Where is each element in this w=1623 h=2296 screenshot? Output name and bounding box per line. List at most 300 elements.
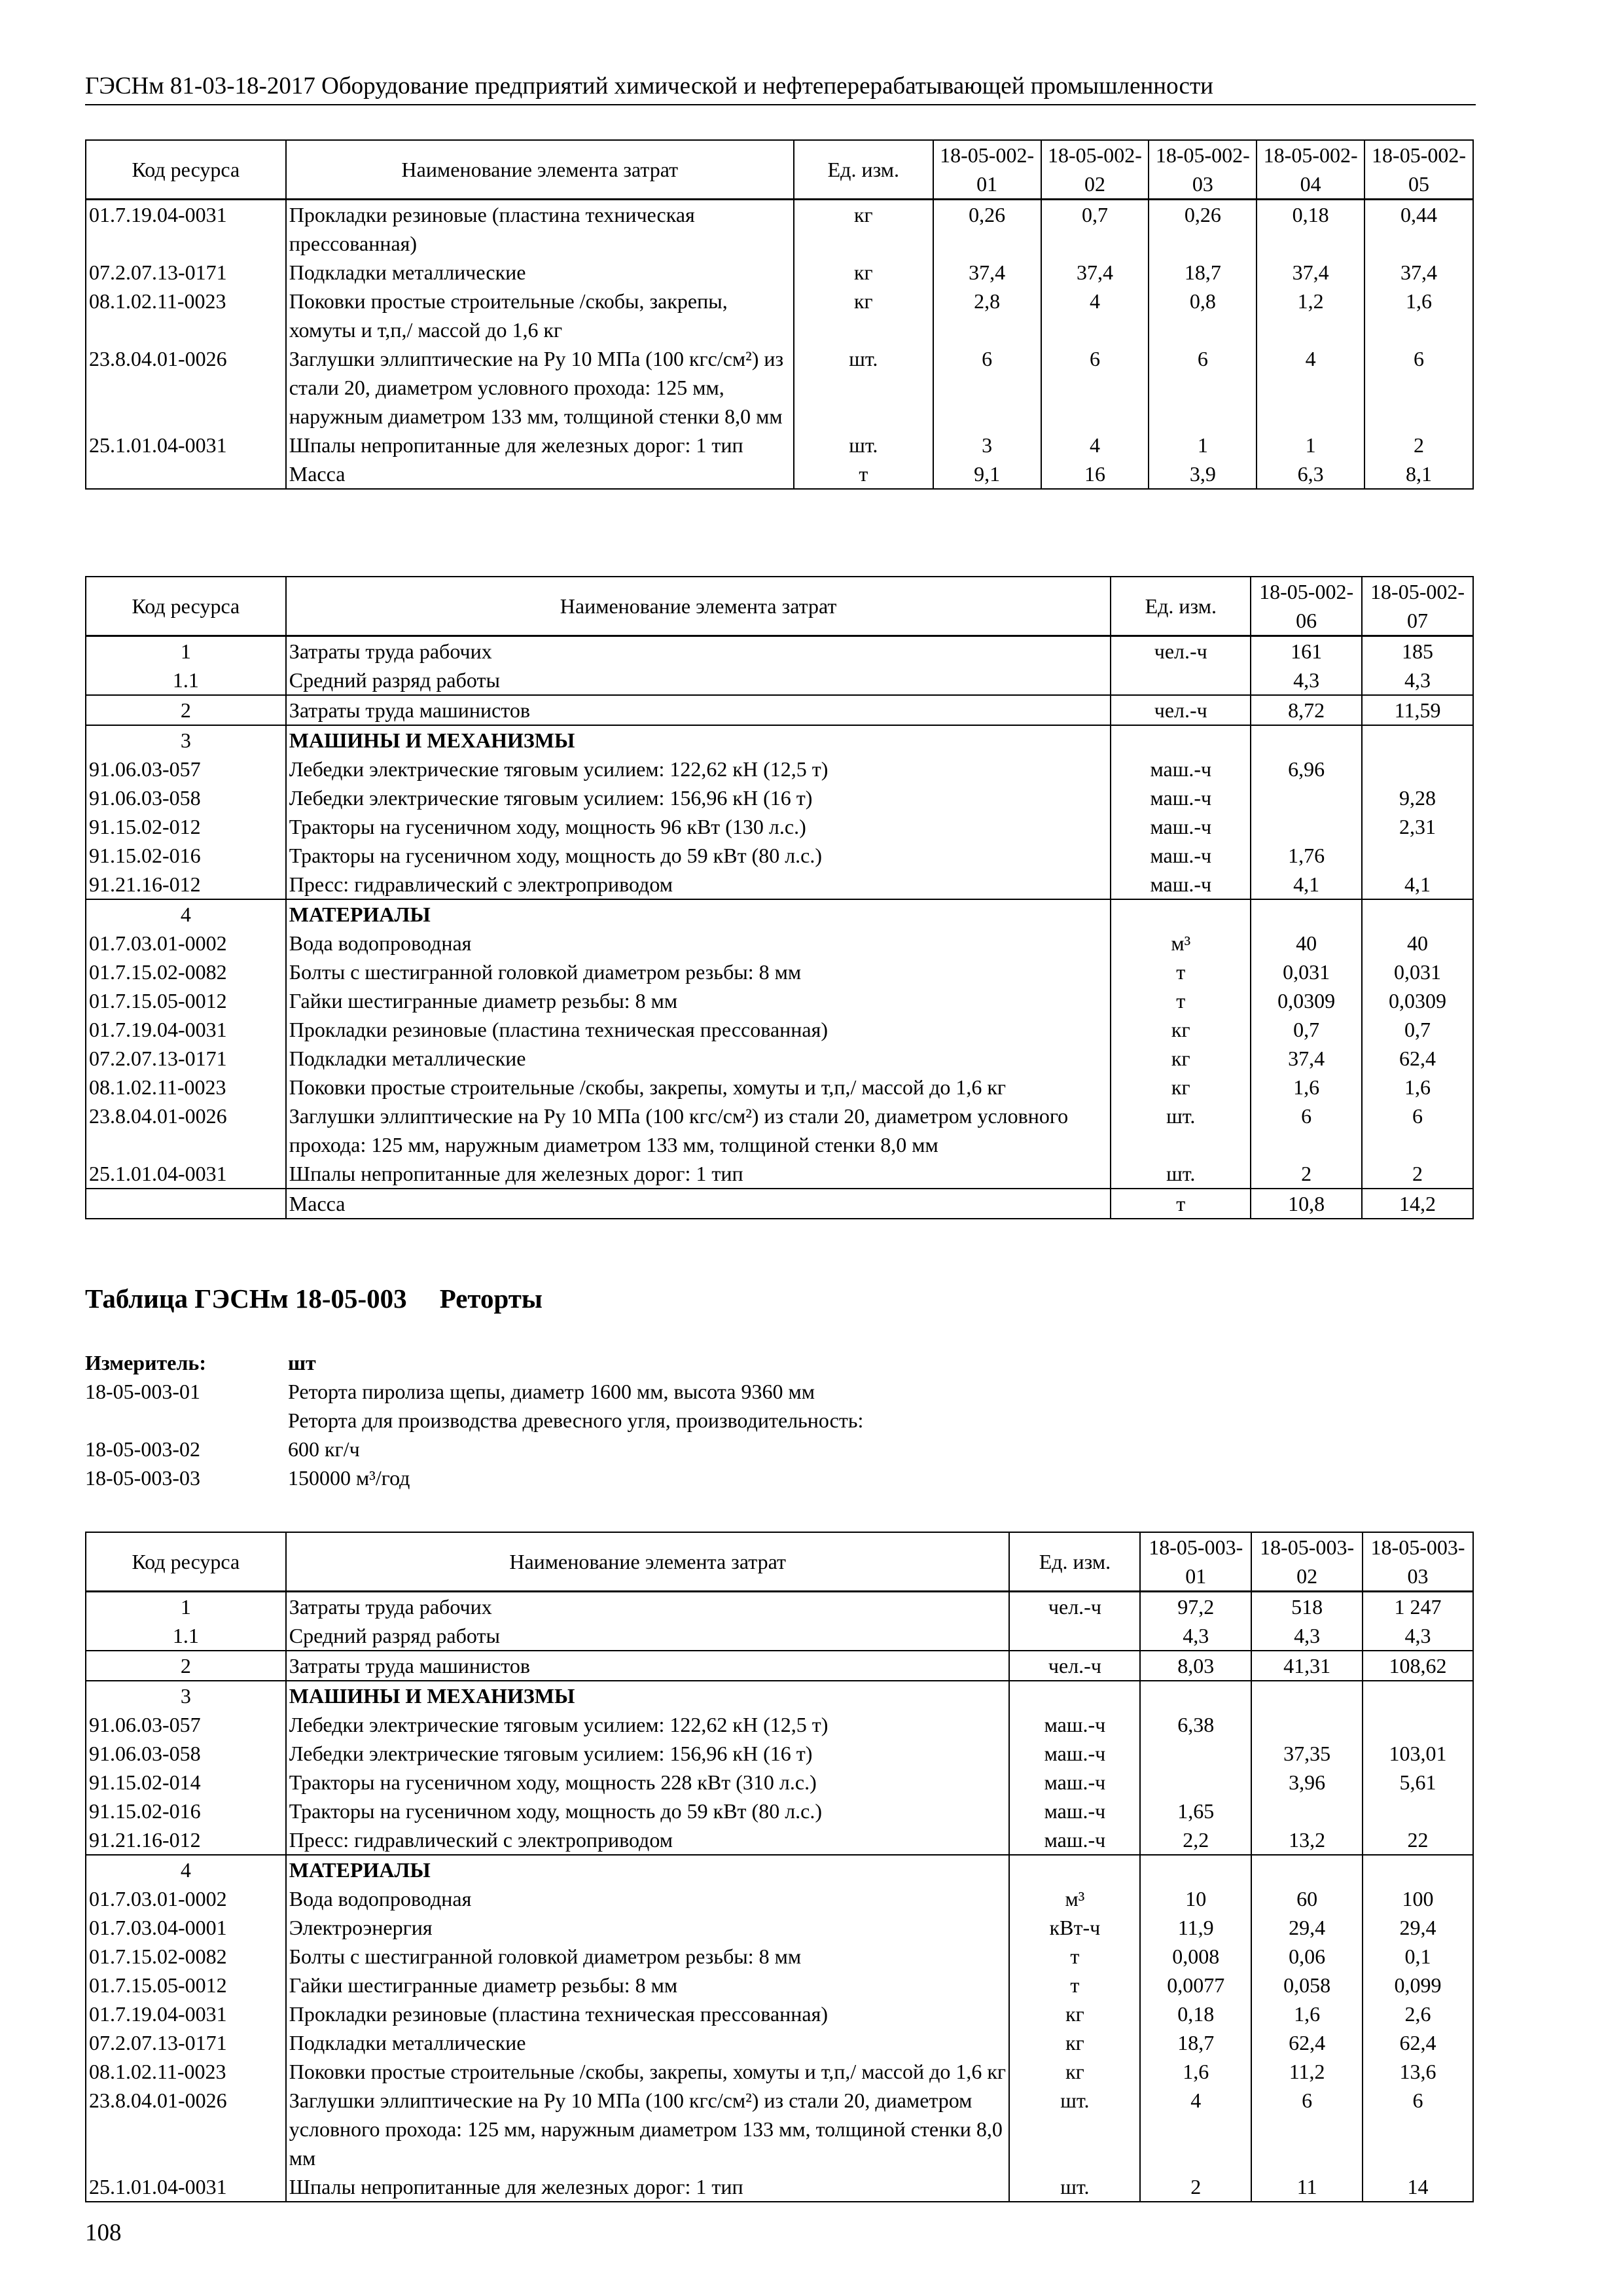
- resource-name-cell: Масса: [286, 1189, 1111, 1219]
- table-row: [86, 287, 1473, 344]
- value-cell: 4,1: [1251, 870, 1362, 899]
- table-row: [86, 695, 1473, 725]
- value-cell: 4,3: [1251, 666, 1362, 695]
- table-row: [86, 1651, 1473, 1681]
- measure-value: шт: [288, 1351, 316, 1374]
- value-cell: 2: [1362, 1159, 1473, 1189]
- table-row: [86, 2057, 1473, 2086]
- value-cell: 8,1: [1364, 459, 1473, 489]
- value-cell: 6,38: [1140, 1710, 1251, 1739]
- unit-cell: [1111, 725, 1251, 755]
- value-cell: [1251, 899, 1362, 929]
- unit-cell: шт.: [1111, 1159, 1251, 1189]
- value-cell: 29,4: [1251, 1913, 1363, 1942]
- table-row: [86, 725, 1473, 755]
- value-cell: 1 247: [1363, 1592, 1473, 1622]
- resource-name-cell: МАТЕРИАЛЫ: [286, 1855, 1010, 1884]
- unit-cell: чел.-ч: [1111, 636, 1251, 666]
- resource-code-cell: 1: [86, 636, 286, 666]
- value-cell: [1251, 1855, 1363, 1884]
- value-cell: 40: [1362, 929, 1473, 958]
- value-cell: [1363, 1855, 1473, 1884]
- resource-code-cell: 1: [86, 1592, 286, 1622]
- unit-cell: шт.: [1009, 2086, 1140, 2172]
- value-cell: 6: [1362, 1102, 1473, 1159]
- value-cell: 0,008: [1140, 1942, 1251, 1971]
- value-cell: 8,03: [1140, 1651, 1251, 1681]
- resource-code-cell: 25.1.01.04-0031: [86, 1159, 286, 1189]
- table-row: [86, 2028, 1473, 2057]
- measure-row: [85, 1348, 863, 1377]
- unit-cell: маш.-ч: [1009, 1768, 1140, 1797]
- resource-code-cell: 01.7.15.05-0012: [86, 1971, 286, 2000]
- unit-cell: т: [1009, 1942, 1140, 1971]
- resource-code-cell: 91.15.02-012: [86, 812, 286, 841]
- resource-code-cell: 23.8.04.01-0026: [86, 1102, 286, 1159]
- col-value-header: 18-05-003-01: [1140, 1532, 1251, 1592]
- table-name: Реторты: [439, 1283, 543, 1314]
- col-value-header: 18-05-002-05: [1364, 140, 1473, 200]
- value-cell: 3: [933, 431, 1041, 459]
- unit-cell: т: [1111, 1189, 1251, 1219]
- value-cell: 4,3: [1363, 1621, 1473, 1651]
- value-cell: 1,76: [1251, 841, 1362, 870]
- table-row: [86, 1710, 1473, 1739]
- table-row: [86, 2172, 1473, 2202]
- col-name-header: Наименование элемента затрат: [286, 1532, 1010, 1592]
- table-row: [86, 1739, 1473, 1768]
- value-cell: 1,6: [1362, 1073, 1473, 1102]
- value-cell: 9,28: [1362, 783, 1473, 812]
- resource-name-cell: Тракторы на гусеничном ходу, мощность 228 кВт (310 л.с.): [286, 1768, 1010, 1797]
- value-cell: 5,61: [1363, 1768, 1473, 1797]
- value-cell: 0,44: [1364, 200, 1473, 259]
- unit-cell: маш.-ч: [1009, 1710, 1140, 1739]
- value-cell: 2,8: [933, 287, 1041, 344]
- value-cell: 37,4: [1251, 1044, 1362, 1073]
- resource-table-2: [85, 576, 1474, 1219]
- table-row: [86, 1044, 1473, 1073]
- value-cell: 62,4: [1362, 1044, 1473, 1073]
- table-row: [86, 1913, 1473, 1942]
- unit-cell: кг: [1111, 1044, 1251, 1073]
- unit-cell: м³: [1111, 929, 1251, 958]
- value-cell: [1363, 1681, 1473, 1710]
- resource-name-cell: Шпалы непропитанные для железных дорог: 1 тип: [286, 431, 794, 459]
- unit-cell: [1009, 1681, 1140, 1710]
- resource-name-cell: Поковки простые строительные /скобы, закрепы, хомуты и т,п,/ массой до 1,6 кг: [286, 2057, 1010, 2086]
- resource-code-cell: 91.21.16-012: [86, 870, 286, 899]
- value-cell: 37,4: [1041, 258, 1149, 287]
- value-cell: [1251, 725, 1362, 755]
- value-cell: 40: [1251, 929, 1362, 958]
- section-title: [85, 1283, 543, 1314]
- page-header: ГЭСНм 81-03-18-2017 Оборудование предприятий химической и нефтеперерабатывающей промышленности: [85, 72, 1476, 105]
- resource-code-cell: 3: [86, 1681, 286, 1710]
- value-cell: 0,7: [1362, 1015, 1473, 1044]
- item-text: Реторта пиролиза щепы, диаметр 1600 мм, высота 9360 мм: [288, 1380, 815, 1403]
- unit-cell: кг: [794, 287, 933, 344]
- value-cell: [1362, 841, 1473, 870]
- resource-code-cell: 91.06.03-058: [86, 1739, 286, 1768]
- value-cell: 0,099: [1363, 1971, 1473, 2000]
- resource-name-cell: Гайки шестигранные диаметр резьбы: 8 мм: [286, 1971, 1010, 2000]
- col-value-header: 18-05-002-06: [1251, 577, 1362, 636]
- unit-cell: маш.-ч: [1111, 755, 1251, 783]
- value-cell: 3,96: [1251, 1768, 1363, 1797]
- resource-code-cell: 3: [86, 725, 286, 755]
- resource-table-1: [85, 139, 1474, 490]
- value-cell: 1,65: [1140, 1797, 1251, 1825]
- value-cell: 60: [1251, 1884, 1363, 1913]
- resource-code-cell: 91.15.02-016: [86, 1797, 286, 1825]
- measure-item: [85, 1435, 863, 1463]
- resource-name-cell: Прокладки резиновые (пластина техническая прессованная): [286, 1015, 1111, 1044]
- value-cell: 0,26: [1149, 200, 1257, 259]
- unit-cell: чел.-ч: [1111, 695, 1251, 725]
- unit-cell: шт.: [1111, 1102, 1251, 1159]
- value-cell: 4: [1041, 287, 1149, 344]
- table-row: [86, 755, 1473, 783]
- resource-name-cell: Затраты труда рабочих: [286, 636, 1111, 666]
- table-row: [86, 2000, 1473, 2028]
- value-cell: 0,0077: [1140, 1971, 1251, 2000]
- resource-code-cell: 07.2.07.13-0171: [86, 258, 286, 287]
- value-cell: 1: [1257, 431, 1364, 459]
- resource-name-cell: Заглушки эллиптические на Ру 10 МПа (100 кгс/см²) из стали 20, диаметром условного прохода: 125 мм, наружным диаметром 133 мм, толщиной стенки 8,0 мм: [286, 1102, 1111, 1159]
- resource-code-cell: 91.06.03-057: [86, 755, 286, 783]
- resource-name-cell: Тракторы на гусеничном ходу, мощность 96 кВт (130 л.с.): [286, 812, 1111, 841]
- unit-cell: маш.-ч: [1009, 1825, 1140, 1855]
- value-cell: [1140, 1681, 1251, 1710]
- value-cell: [1362, 899, 1473, 929]
- table-row: [86, 1971, 1473, 2000]
- value-cell: 18,7: [1149, 258, 1257, 287]
- value-cell: 6: [1251, 2086, 1363, 2172]
- value-cell: [1251, 1797, 1363, 1825]
- measure-item: [85, 1406, 863, 1435]
- value-cell: 1: [1149, 431, 1257, 459]
- table-row: [86, 899, 1473, 929]
- unit-cell: кВт-ч: [1009, 1913, 1140, 1942]
- col-value-header: 18-05-002-07: [1362, 577, 1473, 636]
- value-cell: 185: [1362, 636, 1473, 666]
- value-cell: [1140, 1768, 1251, 1797]
- resource-name-cell: Затраты труда машинистов: [286, 1651, 1010, 1681]
- value-cell: 0,7: [1251, 1015, 1362, 1044]
- value-cell: 18,7: [1140, 2028, 1251, 2057]
- table-row: [86, 1015, 1473, 1044]
- resource-name-cell: Прокладки резиновые (пластина техническая прессованная): [286, 200, 794, 259]
- value-cell: 2,31: [1362, 812, 1473, 841]
- unit-cell: [1009, 1855, 1140, 1884]
- value-cell: 41,31: [1251, 1651, 1363, 1681]
- value-cell: 0,058: [1251, 1971, 1363, 2000]
- resource-name-cell: МАШИНЫ И МЕХАНИЗМЫ: [286, 725, 1111, 755]
- item-code: 18-05-003-03: [85, 1466, 200, 1490]
- unit-cell: кг: [794, 258, 933, 287]
- value-cell: 13,6: [1363, 2057, 1473, 2086]
- value-cell: 11,9: [1140, 1913, 1251, 1942]
- table-row: [86, 1855, 1473, 1884]
- resource-code-cell: 01.7.03.01-0002: [86, 929, 286, 958]
- value-cell: 29,4: [1363, 1913, 1473, 1942]
- table-row: [86, 431, 1473, 459]
- col-unit-header: Ед. изм.: [1111, 577, 1251, 636]
- resource-name-cell: Пресс: гидравлический с электроприводом: [286, 870, 1111, 899]
- value-cell: 62,4: [1363, 2028, 1473, 2057]
- value-cell: [1140, 1855, 1251, 1884]
- unit-cell: маш.-ч: [1111, 841, 1251, 870]
- unit-cell: маш.-ч: [1111, 870, 1251, 899]
- resource-code-cell: 25.1.01.04-0031: [86, 431, 286, 459]
- unit-cell: шт.: [794, 431, 933, 459]
- unit-cell: т: [1111, 986, 1251, 1015]
- unit-cell: кг: [1009, 2028, 1140, 2057]
- value-cell: 0,7: [1041, 200, 1149, 259]
- item-text: 600 кг/ч: [288, 1437, 360, 1461]
- table-row: [86, 1102, 1473, 1159]
- resource-code-cell: [86, 459, 286, 489]
- col-name-header: Наименование элемента затрат: [286, 140, 794, 200]
- table-row: [86, 258, 1473, 287]
- value-cell: [1251, 812, 1362, 841]
- resource-code-cell: 07.2.07.13-0171: [86, 1044, 286, 1073]
- table-row: [86, 1592, 1473, 1622]
- table-row: [86, 812, 1473, 841]
- table-row: [86, 1073, 1473, 1102]
- table-header-row: [86, 140, 1473, 200]
- resource-name-cell: Подкладки металлические: [286, 2028, 1010, 2057]
- table-header-row: [86, 1532, 1473, 1592]
- table-row: [86, 1189, 1473, 1219]
- col-code-header: Код ресурса: [86, 577, 286, 636]
- value-cell: 37,4: [1364, 258, 1473, 287]
- resource-name-cell: Тракторы на гусеничном ходу, мощность до 59 кВт (80 л.с.): [286, 841, 1111, 870]
- unit-cell: [1111, 899, 1251, 929]
- value-cell: [1363, 1710, 1473, 1739]
- unit-cell: чел.-ч: [1009, 1592, 1140, 1622]
- item-text: 150000 м³/год: [288, 1466, 410, 1490]
- item-code: 18-05-003-02: [85, 1437, 200, 1461]
- measure-item: [85, 1463, 863, 1492]
- col-value-header: 18-05-002-03: [1149, 140, 1257, 200]
- value-cell: 6: [1363, 2086, 1473, 2172]
- table-row: [86, 783, 1473, 812]
- value-cell: 0,06: [1251, 1942, 1363, 1971]
- value-cell: 1,6: [1140, 2057, 1251, 2086]
- resource-name-cell: Лебедки электрические тяговым усилием: 156,96 кН (16 т): [286, 783, 1111, 812]
- unit-cell: [1009, 1621, 1140, 1651]
- resource-name-cell: Заглушки эллиптические на Ру 10 МПа (100 кгс/см²) из стали 20, диаметром условного прохода: 125 мм, наружным диаметром 133 мм, толщиной стенки 8,0 мм: [286, 2086, 1010, 2172]
- value-cell: 0,0309: [1362, 986, 1473, 1015]
- col-unit-header: Ед. изм.: [794, 140, 933, 200]
- unit-cell: кг: [1009, 2057, 1140, 2086]
- resource-code-cell: 2: [86, 1651, 286, 1681]
- resource-name-cell: Средний разряд работы: [286, 666, 1111, 695]
- resource-name-cell: Пресс: гидравлический с электроприводом: [286, 1825, 1010, 1855]
- value-cell: 2: [1251, 1159, 1362, 1189]
- value-cell: [1140, 1739, 1251, 1768]
- unit-cell: маш.-ч: [1009, 1739, 1140, 1768]
- table-row: [86, 2086, 1473, 2172]
- item-code: [85, 1406, 288, 1435]
- value-cell: 16: [1041, 459, 1149, 489]
- col-name-header: Наименование элемента затрат: [286, 577, 1111, 636]
- value-cell: 11: [1251, 2172, 1363, 2202]
- value-cell: 11,59: [1362, 695, 1473, 725]
- table-row: [86, 870, 1473, 899]
- item-text: Реторта для производства древесного угля, производительность:: [288, 1408, 864, 1432]
- value-cell: 9,1: [933, 459, 1041, 489]
- resource-code-cell: 91.06.03-057: [86, 1710, 286, 1739]
- value-cell: [1363, 1797, 1473, 1825]
- value-cell: 100: [1363, 1884, 1473, 1913]
- value-cell: 2: [1140, 2172, 1251, 2202]
- resource-name-cell: Средний разряд работы: [286, 1621, 1010, 1651]
- value-cell: 4: [1041, 431, 1149, 459]
- table-row: [86, 1768, 1473, 1797]
- resource-code-cell: 2: [86, 695, 286, 725]
- col-code-header: Код ресурса: [86, 1532, 286, 1592]
- value-cell: 6,3: [1257, 459, 1364, 489]
- unit-cell: т: [794, 459, 933, 489]
- unit-cell: маш.-ч: [1009, 1797, 1140, 1825]
- unit-cell: т: [1111, 958, 1251, 986]
- table-row: [86, 459, 1473, 489]
- unit-cell: маш.-ч: [1111, 783, 1251, 812]
- value-cell: [1251, 783, 1362, 812]
- resource-name-cell: Гайки шестигранные диаметр резьбы: 8 мм: [286, 986, 1111, 1015]
- value-cell: [1362, 725, 1473, 755]
- resource-code-cell: 01.7.19.04-0031: [86, 200, 286, 259]
- item-code: 18-05-003-01: [85, 1380, 200, 1403]
- value-cell: [1251, 1710, 1363, 1739]
- table-row: [86, 200, 1473, 259]
- table-row: [86, 1681, 1473, 1710]
- value-cell: 6: [1251, 1102, 1362, 1159]
- table-row: [86, 1942, 1473, 1971]
- value-cell: 14,2: [1362, 1189, 1473, 1219]
- value-cell: 103,01: [1363, 1739, 1473, 1768]
- resource-code-cell: 01.7.03.04-0001: [86, 1913, 286, 1942]
- resource-name-cell: Вода водопроводная: [286, 1884, 1010, 1913]
- resource-name-cell: Затраты труда машинистов: [286, 695, 1111, 725]
- resource-code-cell: 91.06.03-058: [86, 783, 286, 812]
- value-cell: 13,2: [1251, 1825, 1363, 1855]
- resource-name-cell: Поковки простые строительные /скобы, закрепы, хомуты и т,п,/ массой до 1,6 кг: [286, 1073, 1111, 1102]
- resource-code-cell: 23.8.04.01-0026: [86, 2086, 286, 2172]
- resource-name-cell: Подкладки металлические: [286, 258, 794, 287]
- resource-code-cell: 4: [86, 899, 286, 929]
- resource-code-cell: 01.7.19.04-0031: [86, 2000, 286, 2028]
- value-cell: 37,4: [1257, 258, 1364, 287]
- value-cell: 6: [1364, 344, 1473, 431]
- measure-block: [85, 1348, 863, 1492]
- table-row: [86, 958, 1473, 986]
- resource-name-cell: Поковки простые строительные /скобы, закрепы, хомуты и т,п,/ массой до 1,6 кг: [286, 287, 794, 344]
- value-cell: 2: [1364, 431, 1473, 459]
- resource-code-cell: 01.7.03.01-0002: [86, 1884, 286, 1913]
- value-cell: 518: [1251, 1592, 1363, 1622]
- resource-name-cell: Прокладки резиновые (пластина техническая прессованная): [286, 2000, 1010, 2028]
- value-cell: 11,2: [1251, 2057, 1363, 2086]
- resource-code-cell: 08.1.02.11-0023: [86, 2057, 286, 2086]
- table-row: [86, 1884, 1473, 1913]
- resource-name-cell: Лебедки электрические тяговым усилием: 122,62 кН (12,5 т): [286, 755, 1111, 783]
- measure-label: Измеритель:: [85, 1351, 206, 1374]
- resource-name-cell: Шпалы непропитанные для железных дорог: 1 тип: [286, 1159, 1111, 1189]
- value-cell: 6: [933, 344, 1041, 431]
- value-cell: 22: [1363, 1825, 1473, 1855]
- resource-code-cell: 01.7.15.02-0082: [86, 958, 286, 986]
- value-cell: 4,1: [1362, 870, 1473, 899]
- resource-name-cell: Электроэнергия: [286, 1913, 1010, 1942]
- value-cell: 1,6: [1251, 2000, 1363, 2028]
- table-row: [86, 1825, 1473, 1855]
- resource-code-cell: 01.7.15.02-0082: [86, 1942, 286, 1971]
- value-cell: 1,6: [1251, 1073, 1362, 1102]
- resource-name-cell: Болты с шестигранной головкой диаметром резьбы: 8 мм: [286, 958, 1111, 986]
- unit-cell: кг: [1111, 1015, 1251, 1044]
- unit-cell: кг: [794, 200, 933, 259]
- unit-cell: шт.: [794, 344, 933, 431]
- value-cell: 1,2: [1257, 287, 1364, 344]
- resource-name-cell: Заглушки эллиптические на Ру 10 МПа (100 кгс/см²) из стали 20, диаметром условного прохода: 125 мм, наружным диаметром 133 мм, толщиной стенки 8,0 мм: [286, 344, 794, 431]
- value-cell: 8,72: [1251, 695, 1362, 725]
- table-row: [86, 929, 1473, 958]
- resource-name-cell: Лебедки электрические тяговым усилием: 122,62 кН (12,5 т): [286, 1710, 1010, 1739]
- value-cell: 108,62: [1363, 1651, 1473, 1681]
- value-cell: 4: [1140, 2086, 1251, 2172]
- table-row: [86, 1797, 1473, 1825]
- resource-code-cell: 08.1.02.11-0023: [86, 1073, 286, 1102]
- value-cell: 10,8: [1251, 1189, 1362, 1219]
- col-value-header: 18-05-002-02: [1041, 140, 1149, 200]
- unit-cell: маш.-ч: [1111, 812, 1251, 841]
- resource-code-cell: 25.1.01.04-0031: [86, 2172, 286, 2202]
- resource-code-cell: 01.7.15.05-0012: [86, 986, 286, 1015]
- value-cell: 4: [1257, 344, 1364, 431]
- col-value-header: 18-05-003-02: [1251, 1532, 1363, 1592]
- value-cell: 3,9: [1149, 459, 1257, 489]
- resource-code-cell: 08.1.02.11-0023: [86, 287, 286, 344]
- col-value-header: 18-05-003-03: [1363, 1532, 1473, 1592]
- table-row: [86, 1621, 1473, 1651]
- resource-name-cell: МАШИНЫ И МЕХАНИЗМЫ: [286, 1681, 1010, 1710]
- unit-cell: м³: [1009, 1884, 1140, 1913]
- unit-cell: кг: [1111, 1073, 1251, 1102]
- resource-code-cell: 91.21.16-012: [86, 1825, 286, 1855]
- table-header-row: [86, 577, 1473, 636]
- resource-code-cell: 01.7.19.04-0031: [86, 1015, 286, 1044]
- value-cell: 0,031: [1251, 958, 1362, 986]
- value-cell: 0,1: [1363, 1942, 1473, 1971]
- value-cell: 37,35: [1251, 1739, 1363, 1768]
- value-cell: 4,3: [1140, 1621, 1251, 1651]
- value-cell: 6: [1041, 344, 1149, 431]
- value-cell: 2,2: [1140, 1825, 1251, 1855]
- value-cell: 10: [1140, 1884, 1251, 1913]
- table-row: [86, 666, 1473, 695]
- value-cell: 0,18: [1257, 200, 1364, 259]
- value-cell: 1,6: [1364, 287, 1473, 344]
- value-cell: [1251, 1681, 1363, 1710]
- value-cell: 4,3: [1362, 666, 1473, 695]
- table-row: [86, 636, 1473, 666]
- resource-code-cell: 4: [86, 1855, 286, 1884]
- value-cell: 161: [1251, 636, 1362, 666]
